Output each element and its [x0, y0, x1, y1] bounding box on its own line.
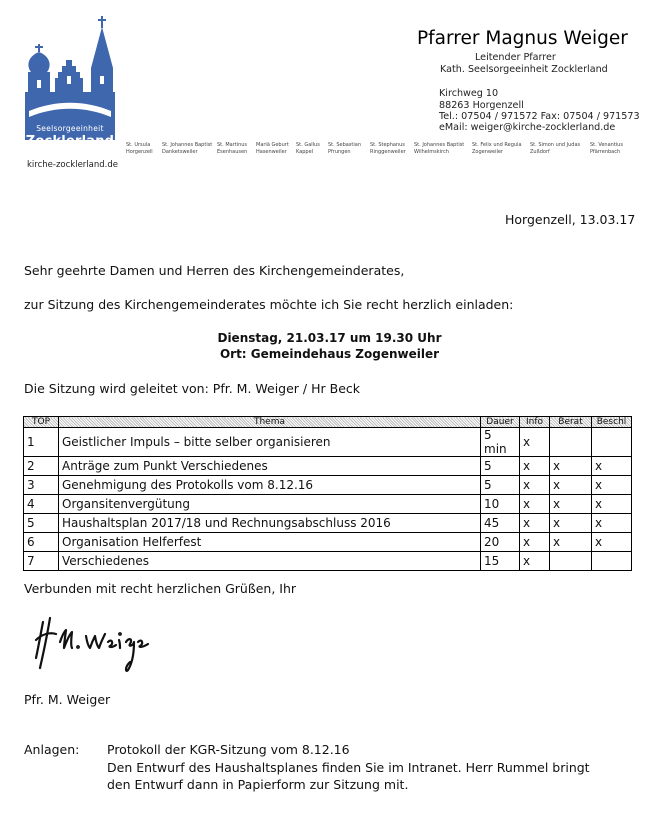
attachments-label: Anlagen:	[24, 742, 80, 757]
header-beschl: Beschl	[592, 417, 632, 428]
intro-text: zur Sitzung des Kirchengemeinderates möchte ich Sie recht herzlich einladen:	[24, 297, 514, 312]
cell-thema: Organisation Helferfest	[59, 533, 481, 552]
table-row	[24, 495, 632, 514]
cell-dauer: 5	[481, 457, 520, 476]
cell-info: x	[520, 476, 550, 495]
cell-dauer: 10	[481, 495, 520, 514]
cell-dauer: 5	[481, 476, 520, 495]
attachment-line: den Entwurf dann in Papierform zur Sitzung mit.	[107, 777, 409, 792]
cell-info: x	[520, 514, 550, 533]
header-berat: Berat	[550, 417, 592, 428]
table-row	[24, 552, 632, 571]
cell-top: 1	[24, 428, 59, 457]
sender-city: 88263 Horgenzell	[439, 100, 524, 111]
table-row	[24, 533, 632, 552]
logo-url[interactable]: kirche-zocklerland.de	[27, 160, 118, 170]
table-row	[24, 428, 632, 457]
logo-small-text: Seelsorgeeinheit	[36, 124, 104, 133]
attachment-line: Den Entwurf des Haushaltsplanes finden Sie im Intranet. Herr Rummel bringt	[107, 760, 590, 775]
attachment-line: Protokoll der KGR-Sitzung vom 8.12.16	[107, 742, 350, 757]
cell-dauer: 20	[481, 533, 520, 552]
sender-street: Kirchweg 10	[439, 88, 499, 99]
parish-item: St. Venantius Pfärrenbach	[590, 142, 623, 155]
cell-berat	[550, 428, 592, 457]
cell-dauer: 15	[481, 552, 520, 571]
sender-phone: Tel.: 07504 / 971572 Fax: 07504 / 971573	[439, 111, 640, 122]
cell-beschl: x	[592, 476, 632, 495]
cell-beschl: x	[592, 514, 632, 533]
cell-thema: Geistlicher Impuls – bitte selber organisieren	[59, 428, 481, 457]
cell-top: 5	[24, 514, 59, 533]
logo-big-text: Zocklerland	[25, 134, 115, 149]
logo-wordmark	[25, 120, 115, 156]
cell-dauer: 45	[481, 514, 520, 533]
meeting-location: Ort: Gemeindehaus Zogenweiler	[219, 347, 440, 361]
parish-item: St. Stephanus Ringgenweiler	[370, 142, 406, 155]
cell-berat: x	[550, 533, 592, 552]
cell-berat: x	[550, 457, 592, 476]
cell-top: 3	[24, 476, 59, 495]
cell-top: 4	[24, 495, 59, 514]
sender-role: Leitender Pfarrer	[475, 52, 556, 63]
cell-thema: Anträge zum Punkt Verschiedenes	[59, 457, 481, 476]
cell-top: 6	[24, 533, 59, 552]
cell-info: x	[520, 533, 550, 552]
agenda-header-row	[24, 417, 632, 428]
cell-thema: Haushaltsplan 2017/18 und Rechnungsabschluss 2016	[59, 514, 481, 533]
table-row	[24, 457, 632, 476]
parish-item: St. Johannes Baptist Wilhelmskirch	[414, 142, 465, 155]
cell-beschl	[592, 428, 632, 457]
parish-item: St. Simon und Judas Zußdorf	[530, 142, 581, 155]
header-top: TOP	[24, 417, 59, 428]
cell-beschl: x	[592, 457, 632, 476]
sender-email[interactable]: eMail: weiger@kirche-zocklerland.de	[439, 122, 616, 133]
cell-info: x	[520, 457, 550, 476]
cell-berat: x	[550, 476, 592, 495]
cell-thema: Organsitenvergütung	[59, 495, 481, 514]
cell-berat: x	[550, 495, 592, 514]
parish-item: St. Felix und Regula Zogenweiler	[472, 142, 522, 155]
sender-name: Pfarrer Magnus Weiger	[417, 28, 628, 49]
cell-berat	[550, 552, 592, 571]
cell-top: 2	[24, 457, 59, 476]
meeting-chair: Die Sitzung wird geleitet von: Pfr. M. Weiger / Hr Beck	[24, 381, 360, 396]
cell-beschl: x	[592, 495, 632, 514]
parish-item: St. Ursula Horgenzell	[126, 142, 153, 155]
signature-name: Pfr. M. Weiger	[24, 692, 111, 707]
cell-info: x	[520, 552, 550, 571]
parish-item: St. Sebastian Pfrungen	[328, 142, 361, 155]
cell-info: x	[520, 428, 550, 457]
cell-info: x	[520, 495, 550, 514]
parish-item: St. Gallus Kappel	[296, 142, 320, 155]
meeting-datetime: Dienstag, 21.03.17 um 19.30 Uhr	[217, 331, 442, 345]
parish-item: Mariä Geburt Hasenweiler	[256, 142, 289, 155]
table-row	[24, 476, 632, 495]
table-row	[24, 514, 632, 533]
sender-org: Kath. Seelsorgeeinheit Zocklerland	[440, 64, 608, 75]
parish-item: St. Martinus Esenhausen	[217, 142, 248, 155]
agenda-table	[23, 416, 632, 571]
header-dauer: Dauer	[481, 417, 520, 428]
cell-thema: Verschiedenes	[59, 552, 481, 571]
parish-item: St. Johannes Baptist Danketsweiler	[162, 142, 213, 155]
letter-date: Horgenzell, 13.03.17	[505, 212, 636, 227]
cell-beschl	[592, 552, 632, 571]
closing-text: Verbunden mit recht herzlichen Grüßen, Ihr	[24, 581, 297, 596]
cell-top: 7	[24, 552, 59, 571]
cell-berat: x	[550, 514, 592, 533]
header-info: Info	[520, 417, 550, 428]
cell-beschl: x	[592, 533, 632, 552]
header-thema: Thema	[59, 417, 481, 428]
cell-thema: Genehmigung des Protokolls vom 8.12.16	[59, 476, 481, 495]
handwritten-signature	[34, 612, 164, 674]
salutation: Sehr geehrte Damen und Herren des Kirchengemeinderates,	[24, 263, 405, 278]
cell-dauer: 5 min	[481, 428, 520, 457]
